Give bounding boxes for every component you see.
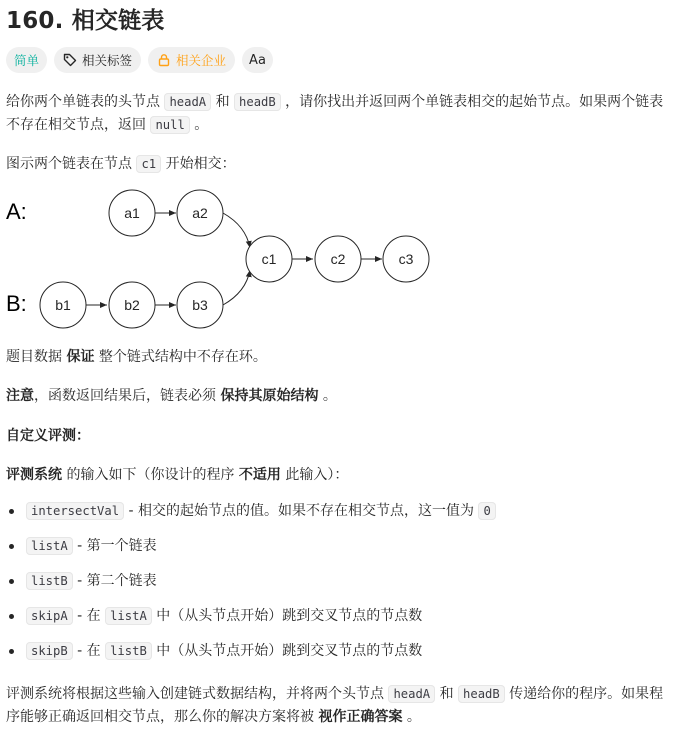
eval-footer-paragraph [6, 683, 676, 729]
text: 。 [402, 709, 421, 725]
code-listB: listB [105, 642, 152, 660]
node-b2 [109, 282, 155, 328]
node-b2-label: b2 [124, 297, 140, 313]
description-paragraph-2 [6, 153, 676, 176]
node-a1 [109, 190, 155, 236]
node-a2 [177, 190, 223, 236]
text: 给你两个单链表的头节点 [6, 94, 165, 110]
text: 图示两个链表在节点 [6, 156, 137, 172]
text: - 第一个链表 [72, 538, 157, 554]
text: ，函数返回结果后，链表必须 [34, 388, 221, 404]
bold-text: 保证 [66, 349, 95, 365]
translate-button[interactable] [242, 47, 273, 73]
related-companies-button[interactable] [148, 47, 235, 73]
code-null: null [150, 116, 189, 134]
text: 的输入如下（你设计的程序 [62, 467, 239, 483]
node-c1-label: c1 [261, 251, 277, 267]
code-headB: headB [234, 93, 281, 111]
node-b3 [177, 282, 223, 328]
list-item [6, 500, 676, 535]
code-c1: c1 [136, 155, 161, 173]
related-tags-label: 相关标签 [82, 53, 133, 68]
eval-input-intro [6, 464, 676, 487]
text: - 第二个链表 [72, 573, 157, 589]
description-paragraph-1 [6, 91, 676, 137]
code-listA: listA [105, 607, 152, 625]
node-a1-label: a1 [124, 205, 140, 221]
node-c3 [383, 236, 429, 282]
text: 。 [318, 388, 337, 404]
no-cycle-note [6, 346, 676, 369]
text: 和 [435, 686, 459, 702]
text: 整个链式结构中不存在环。 [94, 349, 267, 365]
translate-icon: Aa [249, 52, 266, 68]
tag-bar [6, 47, 273, 73]
label-list-b: B: [6, 291, 27, 316]
code-headA: headA [164, 93, 211, 111]
text: 中（从头节点开始）跳到交叉节点的节点数 [151, 608, 423, 624]
problem-title: 160. 相交链表 [6, 8, 165, 34]
code-zero: 0 [478, 502, 495, 520]
node-c2-label: c2 [330, 251, 346, 267]
node-c1 [246, 236, 292, 282]
bold-text: 注意 [6, 388, 34, 404]
bold-text: 保持其原始结构 [220, 388, 319, 404]
code-listA: listA [26, 537, 73, 555]
code-listB: listB [26, 572, 73, 590]
preserve-structure-note [6, 385, 676, 408]
list-item [6, 605, 676, 640]
list-item [6, 570, 676, 605]
node-b3-label: b3 [192, 297, 208, 313]
related-companies-label: 相关企业 [176, 53, 227, 68]
eval-input-list [6, 500, 676, 675]
node-c3-label: c3 [398, 251, 414, 267]
intersection-diagram [6, 186, 446, 336]
custom-eval-heading [6, 425, 676, 448]
node-b1 [40, 282, 86, 328]
text: 传递给你的程序。如果程序能够正确返回相交节点，那么你的解决方案将被 [6, 686, 664, 725]
text: 。 [189, 117, 209, 133]
text: 题目数据 [6, 349, 67, 365]
text: 开始相交： [161, 156, 236, 172]
code-skipA: skipA [26, 607, 73, 625]
text: 中（从头节点开始）跳到交叉节点的节点数 [151, 643, 423, 659]
code-intersectVal: intersectVal [26, 502, 124, 520]
node-b1-label: b1 [55, 297, 71, 313]
node-a2-label: a2 [192, 205, 208, 221]
difficulty-badge[interactable]: 简单 [6, 47, 47, 73]
bold-text: 视作正确答案 [318, 709, 403, 725]
label-list-a: A: [6, 199, 27, 224]
tag-icon [63, 53, 77, 67]
code-headA: headA [388, 685, 435, 703]
related-tags-button[interactable] [54, 47, 141, 73]
bold-text: 评测系统 [6, 467, 62, 483]
bold-text: 不适用 [238, 467, 281, 483]
text: 评测系统将根据这些输入创建链式数据结构，并将两个头节点 [6, 686, 389, 702]
list-item [6, 535, 676, 570]
code-skipB: skipB [26, 642, 73, 660]
text: ，请你找出并返回两个单链表相交的起始节点。如果两个链表不存在相交节点，返回 [6, 94, 664, 133]
text: - 在 [72, 608, 106, 624]
text: 和 [211, 94, 235, 110]
heading-text: 自定义评测： [6, 428, 90, 444]
list-item [6, 640, 676, 675]
code-headB: headB [458, 685, 505, 703]
node-c2 [315, 236, 361, 282]
text: - 相交的起始节点的值。如果不存在相交节点，这一值为 [124, 503, 479, 519]
lock-icon [157, 53, 171, 67]
text: - 在 [72, 643, 106, 659]
text: 此输入）： [280, 467, 349, 483]
